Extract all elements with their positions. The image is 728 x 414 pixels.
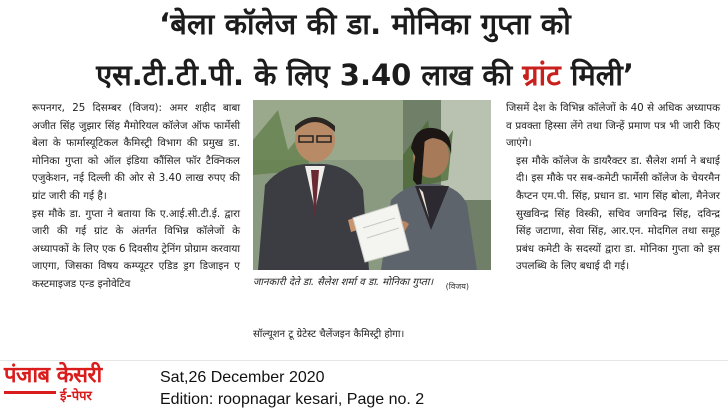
edition-info: Edition: roopnagar kesari, Page no. 2: [160, 391, 425, 408]
article-right-column: [506, 100, 720, 276]
epaper-footer: [0, 360, 728, 414]
headline-highlight-word: ग्रांट: [522, 58, 561, 92]
logo-underline: [4, 391, 56, 394]
article-paragraph-4: इस मौके कॉलेज के डायरैक्टर डा. सैलेश शर्मा ने बधाई दी। इस मौके पर सब-कमेटी फार्मेसी कॉलेज के चेयरमैन कैप्टन एम.पी. सिंह, प्रधान डा. भाग सिंह बोला, मैनेजर सुखविन्द्र सिंह विस्की, सचिव जगविन्द्र सिंह, दविन्द्र सिंह जटाणा, सेवा सिंह, आर.एन. मोदगिल तथा समूह प्रबंध कमेटी के सदस्यों द्वारा डा. मोनिका गुप्ता को इस उपलब्धि के लिए बधाई दी गई।: [516, 154, 720, 273]
headline-line-2-end: मिली’: [560, 58, 634, 92]
photo-caption: [253, 275, 493, 295]
photo-caption-text: जानकारी देते डा. सैलेश शर्मा व डा. मोनिका गुप्ता।: [253, 277, 434, 288]
punjab-kesari-logo: [4, 363, 154, 411]
article-paragraph-dateline: रूपनगर, 25 दिसम्बर (विजय): अमर शहीद बाबा अजीत सिंह जुझार सिंह मैमोरियल कॉलेज ऑफ फार्मेसी बेला के फार्मास्यूटिकल कैमिस्ट्री विभाग की प्रमुख डा. मोनिका गुप्ता को ऑल इंडिया कौंसिल फॉर टैक्निकल एजुकेशन, नई दिल्ली की ओर से 3.40 लाख रुपए की ग्रांट जारी की गई है।: [32, 102, 240, 202]
article-paragraph-2: इस मौके डा. गुप्ता ने बताया कि ए.आई.सी.टी.ई. द्वारा जारी की गई ग्रांट के अंतर्गत विभिन्न कॉलेजों के अध्यापकों के लिए एक 6 दिवसीय ट्रेनिंग प्रोग्राम करवाया जाएगा, जिसका विषय कम्प्यूटर एडिड ड्रग डिजाइन ए कस्टमाइजड एन्ड इनोवेटिव: [32, 207, 240, 290]
photo-credit: (विजय): [445, 282, 469, 291]
logo-epaper-label: ई-पेपर: [60, 389, 92, 404]
logo-wordmark: पंजाब केसरी: [4, 363, 102, 388]
article-middle-continuation: सॉल्यूशन टू ग्रेटेस्ट चैलेंजइन कैमिस्ट्री होगा।: [253, 329, 405, 340]
headline-line-2-start: एस.टी.टी.पी. के लिए 3.40 लाख की: [96, 58, 523, 92]
headline-line-1: ‘बेला कॉलेज की डा. मोनिका गुप्ता को: [159, 7, 571, 41]
article-paragraph-3: जिसमें देश के विभिन्न कॉलेजों के 40 से अधिक अध्यापक व प्रवक्ता हिस्सा लेंगे तथा जिन्हें प्रमाण पत्र भी जारी किए जाएंगे।: [506, 102, 720, 150]
edition-date: Sat,26 December 2020: [160, 369, 325, 386]
news-photo-illustration: [253, 100, 491, 270]
news-photo: [253, 100, 491, 270]
headline-line-2: [10, 52, 720, 98]
article-left-column: [22, 100, 240, 294]
